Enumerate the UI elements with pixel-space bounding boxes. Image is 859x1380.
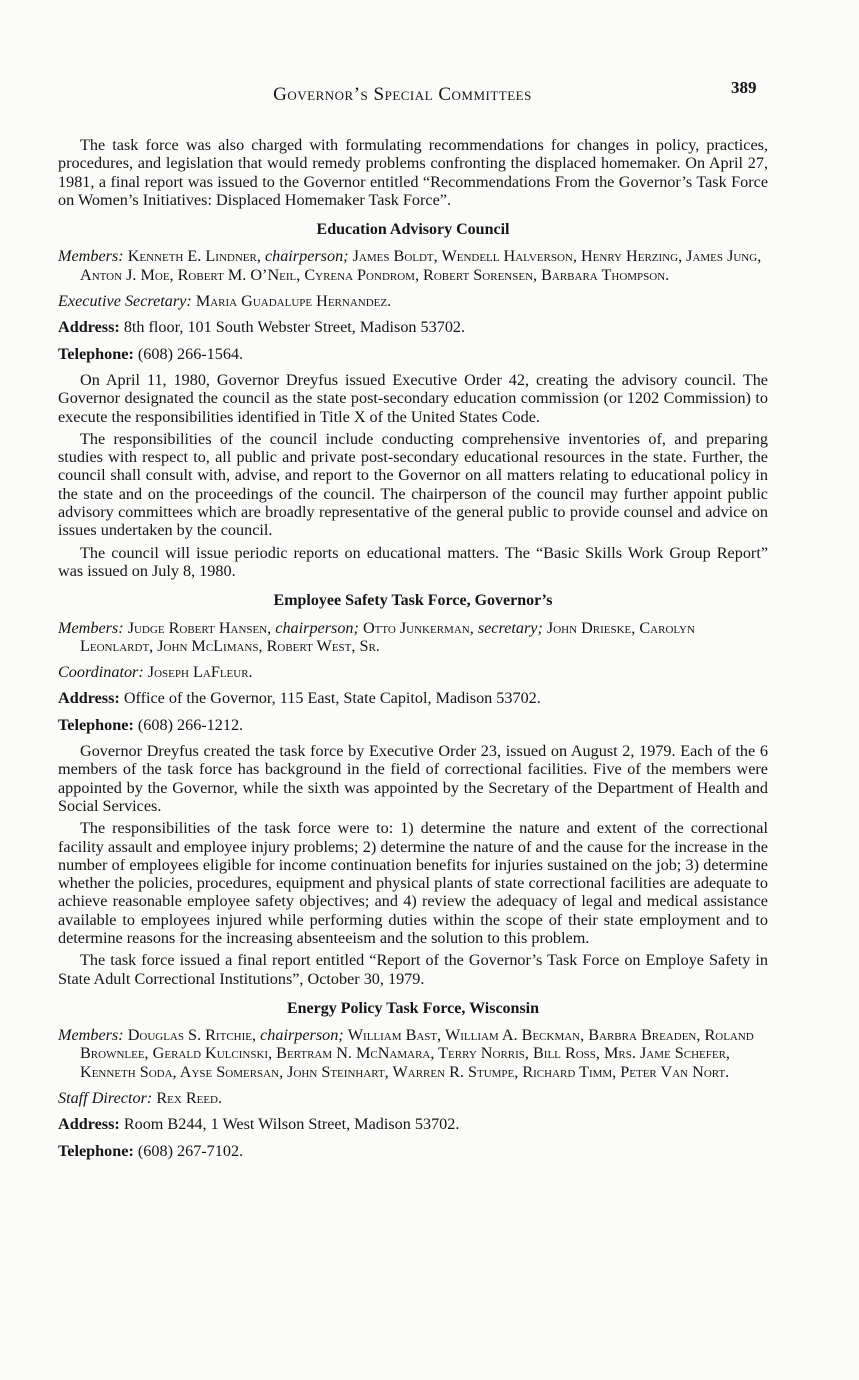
members-label: Members: <box>58 618 124 637</box>
staff-label: Staff Director: <box>58 1089 153 1108</box>
education-paragraph-3: The council will issue periodic reports on educational matters. The “Basic Skills Work Group Report” was issued on July 8, 1980. <box>58 543 768 580</box>
safety-paragraph-3: The task force issued a final report entitled “Report of the Governor’s Task Force on Employe Safety in State Adult Correctional Institutions”, October 30, 1979. <box>58 951 768 988</box>
telephone-label: Telephone: <box>58 1141 134 1160</box>
telephone-value: (608) 266-1564. <box>137 344 244 363</box>
members-role: chairperson; <box>264 247 349 266</box>
energy-staff-director <box>58 1089 768 1107</box>
education-executive-secretary <box>58 292 768 310</box>
safety-coordinator <box>58 663 768 681</box>
coordinator-name: Joseph LaFleur. <box>147 663 253 682</box>
members-list: James Boldt, Wendell Halverson, Henry Herzing, James Jung, Anton J. Moe, Robert M. O’Neil, Cyrena Pondrom, Robert Sorensen, Barbara Thompson. <box>80 247 762 284</box>
members-role: chairperson; <box>260 1026 344 1045</box>
safety-paragraph-2: The responsibilities of the task force were to: 1) determine the nature and extent of the correctional facility assault and employee injury problems; 2) determine the nature of and the cause for the increase in the number of employees eligible for income continuation benefits for injuries sustained on the job; 3) determine whether the policies, procedures, equipment and physical plants of state correctional facilities are adequate to achieve reasonable employee safety objectives; and 4) review the adequacy of legal and medical assistance available to employees injured while performing duties within the scope of their state employment and to determine reasons for the increasing absenteeism and the solution to this problem. <box>58 819 768 947</box>
address-label: Address: <box>58 689 120 708</box>
section-title-energy-policy: Energy Policy Task Force, Wisconsin <box>286 999 540 1017</box>
members-label: Members: <box>58 1026 124 1045</box>
address-label: Address: <box>58 1115 120 1134</box>
education-address <box>58 318 768 336</box>
exec-name: Maria Guadalupe Hernandez. <box>195 292 392 311</box>
staff-name: Rex Reed. <box>156 1089 223 1108</box>
safety-telephone <box>58 716 768 734</box>
exec-label: Executive Secretary: <box>58 292 192 311</box>
page-number: 389 <box>731 78 757 97</box>
education-paragraph-2: The responsibilities of the council include conducting comprehensive inventories of, and preparing studies with respect to, all public and private post-secondary educational resources in the state. Further, the council shall consult with, advise, and report to the Governor on all matters relating to educational policy in the state and on the proceedings of the council. The chairperson of the council may further appoint public advisory committees which are broadly representative of the general public to provide counsel and advice on issues undertaken by the council. <box>58 429 768 540</box>
members-list: William Bast, William A. Beckman, Barbra Breaden, Roland Brownlee, Gerald Kulcinski, Bertram N. McNamara, Terry Norris, Bill Ross, Mrs. Jame Schefer, Kenneth Soda, Ayse Somersan, John Steinhart, Warren R. Stumpe, Richard Timm, Peter Van Nort. <box>80 1026 754 1081</box>
members-name-b: Otto Junkerman, <box>362 618 474 637</box>
members-role-a: chairperson; <box>275 618 359 637</box>
energy-address <box>58 1115 768 1133</box>
running-title: Governor’s Special Committees <box>273 84 532 105</box>
safety-paragraph-1: Governor Dreyfus created the task force by Executive Order 23, issued on August 2, 1979. Each of the 6 members of the task force has background in the field of correctional facilities. Five of the members were appointed by the Governor, while the sixth was appointed by the Secretary of the Department of Health and Social Services. <box>58 742 768 815</box>
telephone-label: Telephone: <box>58 344 134 363</box>
safety-members <box>58 619 768 656</box>
energy-members <box>58 1026 768 1081</box>
intro-paragraph: The task force was also charged with formulating recommendations for changes in policy, practices, procedures, and legislation that would remedy problems confronting the displaced homemaker. On April 27, 1981, a final report was issued to the Governor entitled “Recommendations From the Governor’s Task Force on Women’s Initiatives: Displaced Homemaker Task Force”. <box>58 136 768 209</box>
members-name: Douglas S. Ritchie, <box>127 1026 257 1045</box>
address-value: Room B244, 1 West Wilson Street, Madison 53702. <box>123 1115 460 1134</box>
address-value: Office of the Governor, 115 East, State Capitol, Madison 53702. <box>123 689 541 708</box>
telephone-value: (608) 266-1212. <box>137 715 244 734</box>
section-title-education-council: Education Advisory Council <box>316 221 510 239</box>
coordinator-label: Coordinator: <box>58 663 144 682</box>
telephone-label: Telephone: <box>58 715 134 734</box>
education-paragraph-1: On April 11, 1980, Governor Dreyfus issued Executive Order 42, creating the advisory council. The Governor designated the council as the state post-secondary education commission (or 1202 Commission) to execute the responsibilities identified in Title X of the United States Code. <box>58 370 768 426</box>
address-label: Address: <box>58 318 120 337</box>
education-telephone <box>58 345 768 363</box>
energy-telephone <box>58 1142 768 1160</box>
page-content <box>58 136 768 1168</box>
address-value: 8th floor, 101 South Webster Street, Madison 53702. <box>123 318 466 337</box>
safety-address <box>58 689 768 707</box>
section-title-employee-safety: Employee Safety Task Force, Governor’s <box>273 592 553 610</box>
members-role-b: secretary; <box>477 618 543 637</box>
education-members <box>58 247 768 284</box>
telephone-value: (608) 267-7102. <box>137 1141 244 1160</box>
members-list: John Drieske, Carolyn Leonlardt, John McLimans, Robert West, Sr. <box>80 618 695 655</box>
members-name: Kenneth E. Lindner, <box>127 247 261 266</box>
members-label: Members: <box>58 247 124 266</box>
members-name-a: Judge Robert Hansen, <box>127 618 272 637</box>
